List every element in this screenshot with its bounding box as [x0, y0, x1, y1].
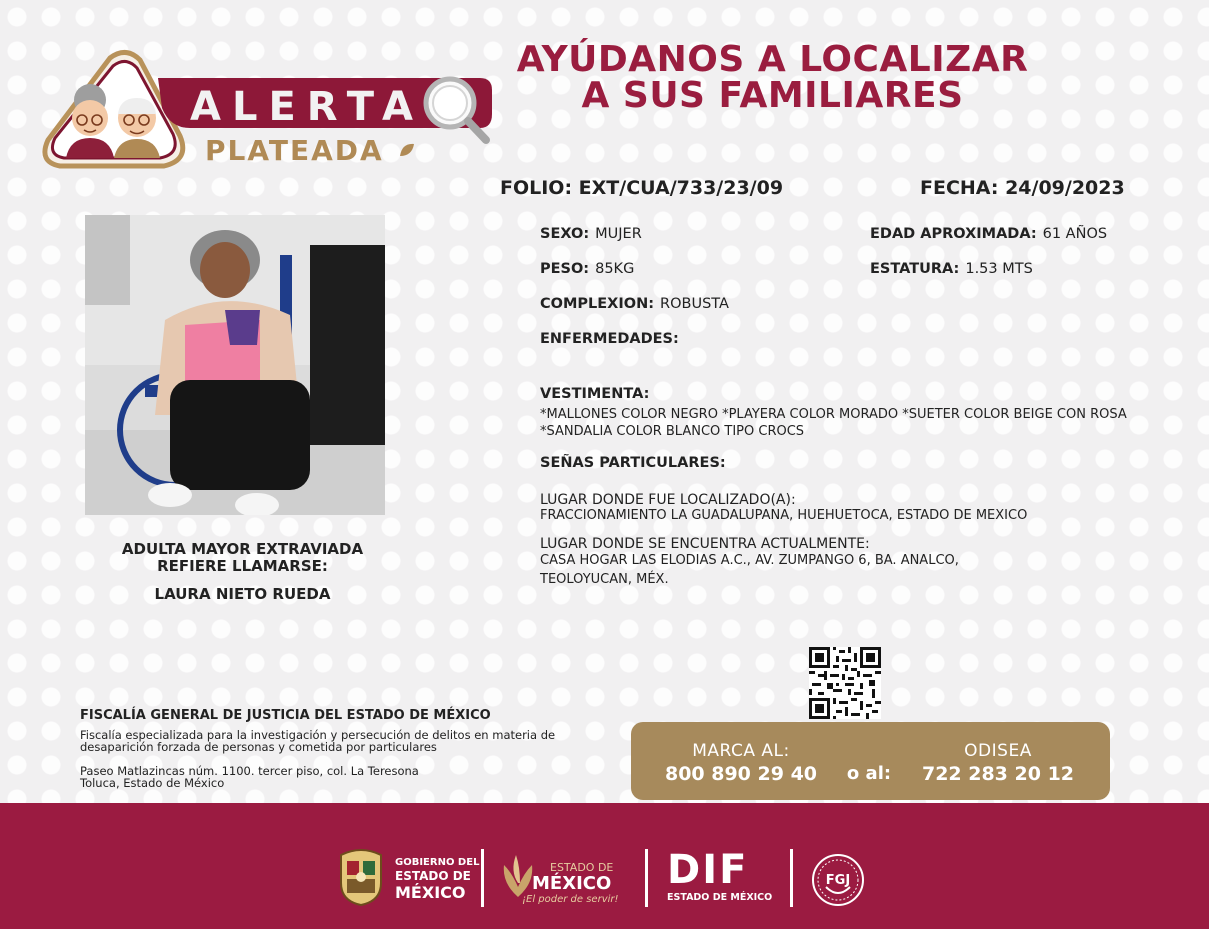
sexo-label: SEXO:	[540, 226, 590, 242]
edomex-top: ESTADO DE	[550, 861, 614, 874]
lugar-actual-value: CASA HOGAR LAS ELODIAS A.C., AV. ZUMPANGO 6, BA. ANALCO, TEOLOYUCAN, MÉX.	[540, 553, 959, 587]
agency-address	[80, 765, 620, 789]
lugar-localizado-label: LUGAR DONDE FUE LOCALIZADO(A):	[540, 492, 796, 508]
estatura-value: 1.53 MTS	[965, 261, 1033, 277]
field-sexo	[540, 226, 642, 242]
headline-line-1: AYÚDANOS A LOCALIZAR	[516, 39, 1029, 80]
field-complexion	[540, 296, 729, 312]
vestimenta-value: *MALLONES COLOR NEGRO *PLAYERA COLOR MORADO *SUETER COLOR BEIGE CON ROSA *SANDALIA COLOR BLANCO TIPO CROCS	[540, 407, 1127, 439]
fgj-label: FGJ	[825, 873, 851, 888]
enfermedades-label: ENFERMEDADES:	[540, 331, 679, 347]
address-line-2: Toluca, Estado de México	[80, 776, 225, 790]
headline	[480, 39, 1065, 116]
headline-line-2: A SUS FAMILIARES	[581, 75, 964, 116]
odisea-label: ODISEA	[964, 741, 1032, 761]
logo-word: ALERTA	[190, 84, 424, 130]
lugar-localizado-value: FRACCIONAMIENTO LA GUADALUPANA, HUEHUETOCA, ESTADO DE MEXICO	[540, 508, 1028, 523]
gob-line-3: MÉXICO	[395, 883, 466, 902]
logo-sub: PLATEADA	[205, 134, 384, 167]
gob-line-1: GOBIERNO DEL	[395, 857, 480, 868]
divider	[481, 849, 484, 907]
estatura-label: ESTATURA:	[870, 261, 960, 277]
contact-box	[631, 722, 1110, 800]
caption-line-1: ADULTA MAYOR EXTRAVIADA	[121, 540, 364, 558]
edomex-main: MÉXICO	[532, 873, 612, 894]
divider	[645, 849, 648, 907]
peso-value: 85KG	[595, 261, 635, 277]
footer-band	[0, 803, 1209, 929]
caption-line-2: REFIERE LLAMARSE:	[157, 557, 328, 575]
odisea-phone[interactable]: 722 283 20 12	[921, 763, 1075, 785]
leaf-icon	[400, 144, 414, 156]
marca-label: MARCA AL:	[692, 741, 790, 761]
field-peso	[540, 261, 634, 277]
lugar-actual-label: LUGAR DONDE SE ENCUENTRA ACTUALMENTE:	[540, 536, 870, 552]
alerta-plateada-logo	[40, 48, 500, 178]
complexion-label: COMPLEXION:	[540, 296, 655, 312]
folio: FOLIO: EXT/CUA/733/23/09	[500, 177, 784, 199]
edad-label: EDAD APROXIMADA:	[870, 226, 1037, 242]
qr-code[interactable]	[809, 647, 881, 719]
or-label: o al:	[846, 763, 892, 784]
dif-sub: ESTADO DE MÉXICO	[667, 892, 773, 903]
sexo-value: MUJER	[595, 226, 642, 242]
edad-value: 61 AÑOS	[1042, 226, 1108, 242]
field-estatura	[870, 261, 1033, 277]
edomex-slogan: ¡El poder de servir!	[522, 894, 619, 905]
person-caption	[90, 541, 395, 575]
person-name: LAURA NIETO RUEDA	[154, 585, 331, 603]
agency-description: Fiscalía especializada para la investigación y persecución de delitos en materia de desaparición forzada de personas y cometida por particulares	[80, 728, 556, 754]
agency-name: FISCALÍA GENERAL DE JUSTICIA DEL ESTADO DE MÉXICO	[80, 708, 491, 723]
vestimenta-label: VESTIMENTA:	[540, 386, 650, 402]
person-photo	[85, 215, 385, 515]
peso-label: PESO:	[540, 261, 590, 277]
gob-line-2: ESTADO DE	[395, 869, 471, 883]
divider	[790, 849, 793, 907]
complexion-value: ROBUSTA	[660, 296, 729, 312]
address-line-1: Paseo Matlazincas núm. 1100. tercer piso, col. La Teresona	[80, 764, 419, 778]
dif-logo: DIF	[667, 847, 749, 893]
state-coat-of-arms-icon	[335, 847, 387, 907]
grandfather-icon	[114, 98, 160, 158]
marca-phone[interactable]: 800 890 29 40	[664, 763, 818, 785]
field-edad	[870, 226, 1107, 242]
fecha: FECHA: 24/09/2023	[920, 177, 1125, 199]
senas-label: SEÑAS PARTICULARES:	[540, 455, 726, 471]
